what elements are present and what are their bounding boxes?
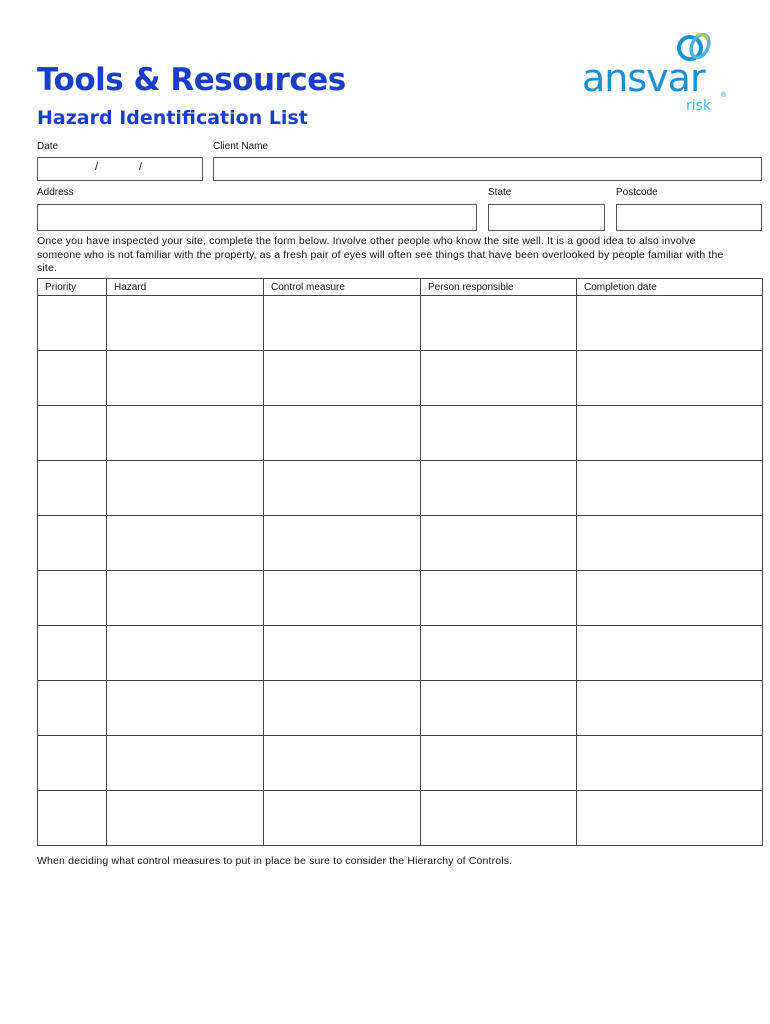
control-measure-cell[interactable] xyxy=(264,406,421,461)
table-row xyxy=(38,296,763,351)
person-responsible-cell[interactable] xyxy=(421,736,577,791)
ansvar-logo xyxy=(582,30,732,120)
priority-cell[interactable] xyxy=(38,461,107,516)
column-header-completion-date: Completion date xyxy=(577,279,763,296)
control-measure-cell[interactable] xyxy=(264,296,421,351)
completion-date-cell[interactable] xyxy=(577,571,763,626)
hazard-cell[interactable] xyxy=(107,626,264,681)
completion-date-cell[interactable] xyxy=(577,626,763,681)
column-header-person-responsible: Person responsible xyxy=(421,279,577,296)
client-name-field[interactable] xyxy=(213,157,762,181)
control-measure-cell[interactable] xyxy=(264,791,421,846)
person-responsible-cell[interactable] xyxy=(421,791,577,846)
table-row xyxy=(38,406,763,461)
completion-date-cell[interactable] xyxy=(577,736,763,791)
completion-date-cell[interactable] xyxy=(577,681,763,736)
address-label: Address xyxy=(37,187,74,198)
registered-mark-icon: ® xyxy=(721,92,727,99)
person-responsible-cell[interactable] xyxy=(421,626,577,681)
control-measure-cell[interactable] xyxy=(264,681,421,736)
date-field[interactable] xyxy=(37,157,203,181)
priority-cell[interactable] xyxy=(38,681,107,736)
date-separator: / xyxy=(139,161,143,173)
postcode-label: Postcode xyxy=(616,187,658,198)
person-responsible-cell[interactable] xyxy=(421,351,577,406)
hazard-cell[interactable] xyxy=(107,351,264,406)
hazard-cell[interactable] xyxy=(107,461,264,516)
person-responsible-cell[interactable] xyxy=(421,461,577,516)
table-row xyxy=(38,736,763,791)
page-title: Tools & Resources xyxy=(37,62,346,98)
table-body xyxy=(38,296,763,846)
state-label: State xyxy=(488,187,512,198)
table-row xyxy=(38,626,763,681)
hazard-cell[interactable] xyxy=(107,791,264,846)
control-measure-cell[interactable] xyxy=(264,516,421,571)
hazard-cell[interactable] xyxy=(107,736,264,791)
table-row xyxy=(38,351,763,406)
priority-cell[interactable] xyxy=(38,736,107,791)
control-measure-cell[interactable] xyxy=(264,351,421,406)
priority-cell[interactable] xyxy=(38,351,107,406)
table-row xyxy=(38,681,763,736)
table-row xyxy=(38,571,763,626)
completion-date-cell[interactable] xyxy=(577,351,763,406)
priority-cell[interactable] xyxy=(38,516,107,571)
hazard-cell[interactable] xyxy=(107,406,264,461)
completion-date-cell[interactable] xyxy=(577,296,763,351)
table-header-row xyxy=(38,279,763,296)
postcode-field[interactable] xyxy=(616,204,762,231)
hazard-cell[interactable] xyxy=(107,516,264,571)
column-header-control-measure: Control measure xyxy=(264,279,421,296)
person-responsible-cell[interactable] xyxy=(421,681,577,736)
completion-date-cell[interactable] xyxy=(577,516,763,571)
table-row xyxy=(38,791,763,846)
control-measure-cell[interactable] xyxy=(264,736,421,791)
priority-cell[interactable] xyxy=(38,406,107,461)
completion-date-cell[interactable] xyxy=(577,406,763,461)
column-header-hazard: Hazard xyxy=(107,279,264,296)
person-responsible-cell[interactable] xyxy=(421,296,577,351)
footer-note: When deciding what control measures to put in place be sure to consider the Hierarchy of Controls. xyxy=(37,855,513,867)
client-name-label: Client Name xyxy=(213,141,269,152)
table-row xyxy=(38,516,763,571)
hazard-cell[interactable] xyxy=(107,296,264,351)
state-field[interactable] xyxy=(488,204,605,231)
column-header-priority: Priority xyxy=(38,279,107,296)
person-responsible-cell[interactable] xyxy=(421,516,577,571)
logo-wordmark: ansvar xyxy=(582,56,705,100)
priority-cell[interactable] xyxy=(38,296,107,351)
priority-cell[interactable] xyxy=(38,791,107,846)
date-label: Date xyxy=(37,141,59,152)
person-responsible-cell[interactable] xyxy=(421,571,577,626)
control-measure-cell[interactable] xyxy=(264,461,421,516)
hazard-table xyxy=(37,278,763,846)
completion-date-cell[interactable] xyxy=(577,461,763,516)
priority-cell[interactable] xyxy=(38,571,107,626)
hazard-cell[interactable] xyxy=(107,571,264,626)
control-measure-cell[interactable] xyxy=(264,626,421,681)
person-responsible-cell[interactable] xyxy=(421,406,577,461)
hazard-cell[interactable] xyxy=(107,681,264,736)
table-row xyxy=(38,461,763,516)
priority-cell[interactable] xyxy=(38,626,107,681)
control-measure-cell[interactable] xyxy=(264,571,421,626)
logo-tagline: risk xyxy=(686,98,712,114)
instructions-text: Once you have inspected your site, complete the form below. Involve other people who know the site well. It is a good idea to also involve someone who is not familiar with the property, as a fresh pair of eyes will often see things that have been overlooked by people familiar with the site. xyxy=(37,235,724,274)
address-field[interactable] xyxy=(37,204,477,231)
date-separator: / xyxy=(95,161,99,173)
form-subtitle: Hazard Identification List xyxy=(37,107,308,129)
completion-date-cell[interactable] xyxy=(577,791,763,846)
